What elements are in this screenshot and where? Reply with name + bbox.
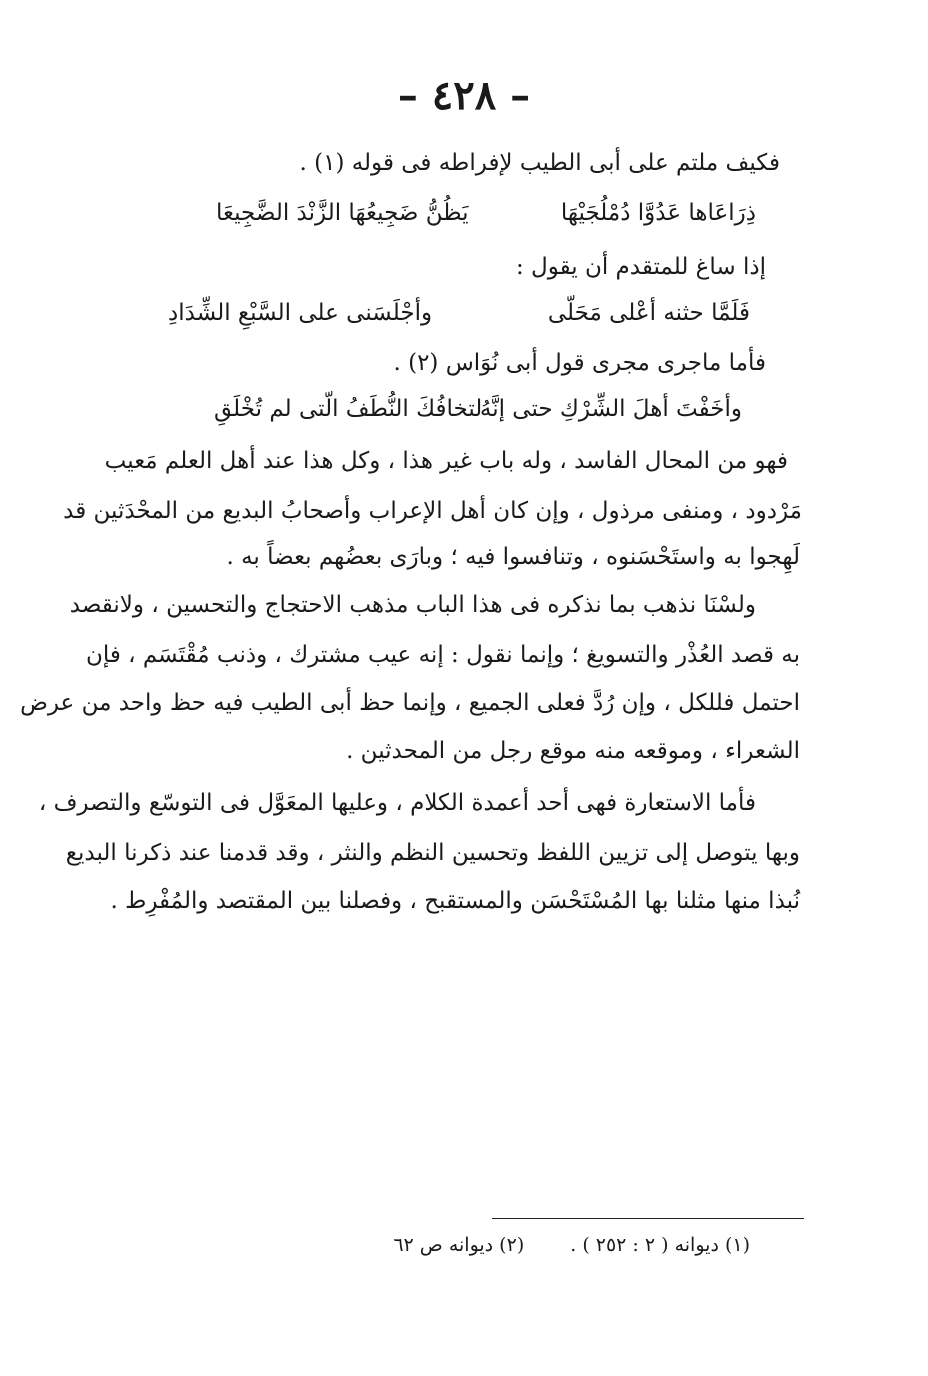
footnote-1: (١) ديوانه ( ٢ : ٢٥٢ ) . [570,1234,750,1256]
text-line: لَهِجوا به واستَحْسَنوه ، وتنافسوا فيه ؛ وبارَى بعضُهم بعضاً به . [226,544,800,570]
text-line: به قصد العُذْر والتسويغ ؛ وإنما نقول : إنه عيب مشترك ، وذنب مُقْتَسَم ، فإن [85,642,800,668]
text-line: احتمل فللكل ، وإن رُدَّ فعلى الجميع ، وإنما حظ أبى الطيب فيه حظ واحد من عرض [20,690,800,716]
footnote-2: (٢) ديوانه ص ٦٢ [393,1234,525,1256]
text-line: ولسْنَا نذهب بما نذكره فى هذا الباب مذهب الاحتجاج والتحسين ، ولانقصد [69,592,756,618]
verse-hemistich-second: يَظُنُّ ضَجِيعُهَا الزَّنْدَ الضَّجِيعَا [216,200,469,226]
text-line: فهو من المحال الفاسد ، وله باب غير هذا ، وكل هذا عند أهل العلم مَعيب [104,448,788,474]
footnotes [393,1232,750,1258]
verse-hemistich-second: لتخافُكَ النُّطَفُ الّتى لم تُخْلَقِ [214,396,483,422]
footnote-divider [492,1218,804,1219]
text-line: مَرْدود ، ومنفى مرذول ، وإن كان أهل الإعراب وأصحابُ البديع من المحْدَثين قد [63,498,802,524]
verse-hemistich-first: وأخَفْتَ أهلَ الشِّرْكِ حتى إنَّهُ [479,396,742,422]
text-line: فأما الاستعارة فهى أحد أعمدة الكلام ، وعليها المعَوَّل فى التوسّع والتصرف ، [38,790,756,816]
text-line: وبها يتوصل إلى تزيين اللفظ وتحسين النظم والنثر ، وقد قدمنا عند ذكرنا البديع [65,840,800,866]
verse-hemistich-first: فَلَمَّا حثنه أعْلى مَحَلّى [547,300,750,326]
verse-hemistich-second: وأجْلَسَنى على السَّبْعِ الشِّدَادِ [168,300,433,326]
verse-hemistich-first: ذِرَاعَاها عَدُوَّا دُمْلُجَيْهَا [560,200,756,226]
text-line: إذا ساغ للمتقدم أن يقول : [515,254,766,280]
text-line: الشعراء ، وموقعه منه موقع رجل من المحدثين . [346,738,800,764]
page-number: – ٤٢٨ – [397,72,531,119]
text-line: فأما ماجرى مجرى قول أبى نُوَاس (٢) . [393,350,766,376]
text-line: نُبذا منها مثلنا بها المُسْتَحْسَن والمستقبح ، وفصلنا بين المقتصد والمُفْرِط . [110,888,800,914]
text-line: فكيف ملتم على أبى الطيب لإفراطه فى قوله (١) . [299,150,780,176]
